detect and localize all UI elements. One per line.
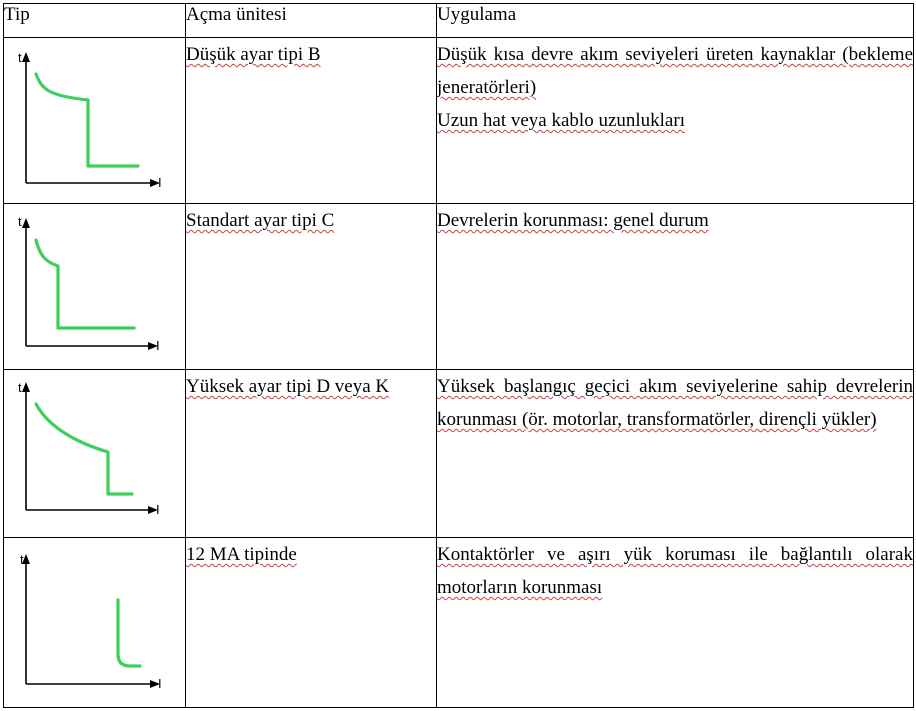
unit-cell [186, 38, 437, 204]
application-cell [437, 38, 914, 204]
t-axis-label: t [20, 552, 24, 567]
unit-label: Düşük ayar tipi B [186, 44, 321, 65]
header-tip: Tip [4, 4, 186, 38]
unit-cell [186, 538, 437, 708]
table-row [4, 538, 914, 708]
unit-cell [186, 370, 437, 538]
i-axis-label: I [156, 338, 160, 353]
t-axis-label: t [18, 50, 22, 65]
type-cell [4, 38, 186, 204]
unit-cell [186, 204, 437, 370]
header-acma-unitesi: Açma ünitesi [186, 4, 437, 38]
i-axis-label: I [158, 676, 162, 691]
table-row [4, 370, 914, 538]
application-cell [437, 370, 914, 538]
trip-curve-type-d-icon [4, 370, 186, 538]
trip-curve-type-ma-icon [4, 538, 186, 708]
table-row [4, 204, 914, 370]
application-cell [437, 538, 914, 708]
application-cell [437, 204, 914, 370]
unit-label: Yüksek ayar tipi D veya K [186, 376, 390, 397]
unit-label: Standart ayar tipi C [186, 210, 335, 231]
application-line: Düşük kısa devre akım seviyeleri üreten kaynaklar (bekleme jeneratörleri) [437, 44, 913, 98]
application-line: Kontaktörler ve aşırı yük koruması ile bağlantılı olarak motorların korunması [437, 544, 913, 598]
application-line: Uzun hat veya kablo uzunlukları [437, 110, 685, 131]
i-axis-label: I [156, 502, 160, 517]
application-table [3, 3, 914, 708]
type-cell [4, 204, 186, 370]
t-axis-label: t [18, 380, 22, 395]
type-cell [4, 370, 186, 538]
trip-curve-type-b-icon [4, 38, 186, 204]
unit-label: 12 MA tipinde [186, 544, 297, 565]
application-line: Yüksek başlangıç geçici akım seviyelerine sahip devrelerin korunması (ör. motorlar, transformatörler, dirençli yükler) [437, 376, 913, 430]
table-header-row [4, 4, 914, 38]
trip-curve-type-c-icon [4, 204, 186, 370]
application-line: Devrelerin korunması: genel durum [437, 210, 709, 231]
header-uygulama: Uygulama [437, 4, 914, 38]
type-cell [4, 538, 186, 708]
i-axis-label: I [158, 175, 162, 190]
table-row [4, 38, 914, 204]
t-axis-label: t [18, 214, 22, 229]
